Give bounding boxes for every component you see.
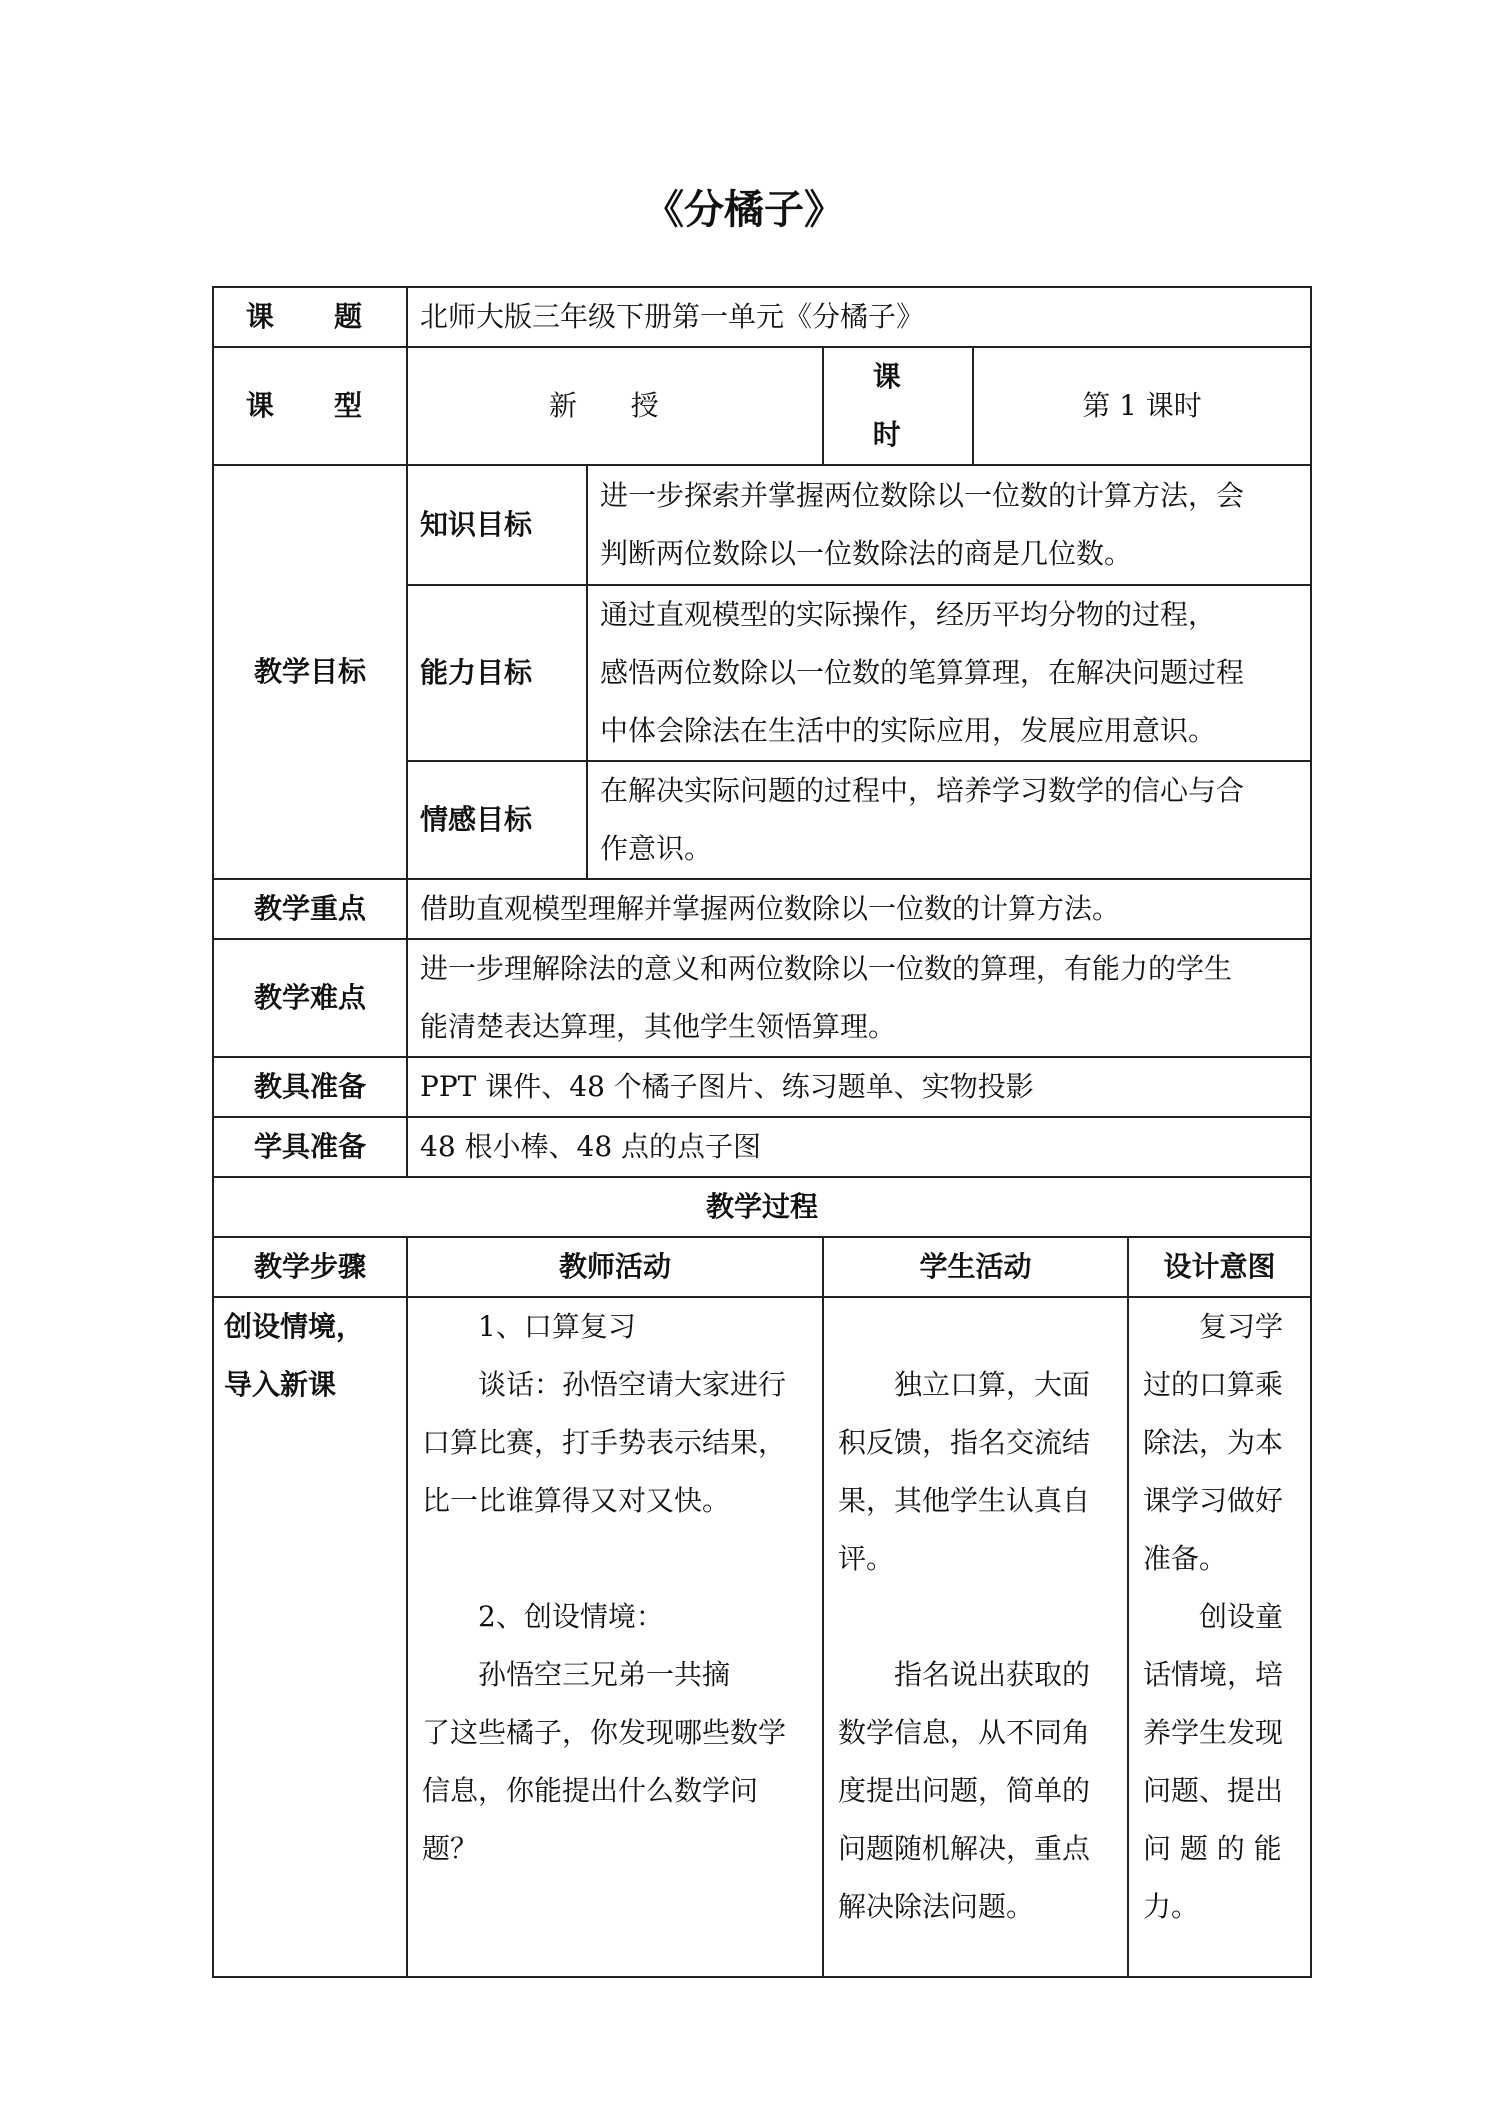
intent-line: 过的口算乘 [1143,1368,1284,1401]
lesson-plan-table [212,286,1312,1978]
difficulty-label: 教学难点 [213,939,407,1057]
intent-line: 准备。 [1143,1542,1228,1575]
column-header-student: 学生活动 [823,1237,1128,1297]
intent-line: 创设童 [1199,1600,1284,1633]
topic-value: 北师大版三年级下册第一单元《分橘子》 [407,287,1311,347]
teacher-line: 谈话：孙悟空请大家进行 [478,1368,787,1401]
student-prep-row [213,1117,1311,1177]
type-value: 新 授 [407,347,823,465]
objective-line: 中体会除法在生活中的实际应用，发展应用意识。 [600,714,1217,747]
student-line: 指名说出获取的 [894,1658,1091,1691]
student-line: 度提出问题，简单的 [838,1774,1091,1807]
intent-line: 课学习做好 [1143,1484,1284,1517]
intent-line: 养学生发现 [1143,1716,1284,1749]
intent-line: 除法，为本 [1143,1426,1284,1459]
intent-line: 问题、提出 [1143,1774,1284,1807]
column-header-step: 教学步骤 [213,1237,407,1297]
objective-text-knowledge [587,465,1311,585]
intent-line: 话情境，培 [1143,1658,1284,1691]
step-line: 导入新课 [224,1368,337,1401]
student-activity-cell [823,1297,1128,1977]
student-line: 解决除法问题。 [838,1890,1035,1923]
difficulty-value [407,939,1311,1057]
teacher-prep-label: 教具准备 [213,1057,407,1117]
column-header-intent: 设计意图 [1128,1237,1311,1297]
objective-label-ability: 能力目标 [407,585,587,761]
teacher-activity-cell [407,1297,823,1977]
objective-line: 在解决实际问题的过程中，培养学习数学的信心与合 [600,774,1245,807]
intent-line: 复习学 [1199,1310,1284,1343]
process-row [213,1297,1311,1977]
objective-label-emotion: 情感目标 [407,761,587,879]
teacher-line: 口算比赛，打手势表示结果， [422,1426,787,1459]
objective-line: 进一步探索并掌握两位数除以一位数的计算方法，会 [600,479,1245,512]
objective-row-knowledge [213,465,1311,585]
type-row [213,347,1311,465]
student-line [838,1298,1115,1356]
objectives-label: 教学目标 [213,465,407,879]
teacher-line [422,1530,810,1588]
teacher-line: 题？ [422,1832,479,1865]
document-title: 《分橘子》 [644,187,844,233]
teacher-line: 2、创设情境： [478,1600,664,1633]
teacher-line: 比一比谁算得又对又快。 [422,1484,731,1517]
period-value: 第 1 课时 [973,347,1311,465]
teacher-prep-row [213,1057,1311,1117]
teacher-line: 信息，你能提出什么数学问 [422,1774,759,1807]
column-header-teacher: 教师活动 [407,1237,823,1297]
key-point-label: 教学重点 [213,879,407,939]
student-line: 数学信息，从不同角 [838,1716,1091,1749]
period-label: 课 时 [823,347,973,465]
process-column-headers [213,1237,1311,1297]
difficulty-row [213,939,1311,1057]
objective-text-ability [587,585,1311,761]
intent-line: 问 题 的 能 [1143,1832,1282,1865]
student-line: 积反馈，指名交流结 [838,1426,1091,1459]
objective-text-emotion [587,761,1311,879]
teacher-line: 1、口算复习 [478,1310,636,1343]
student-line: 独立口算，大面 [894,1368,1091,1401]
student-line: 评。 [838,1542,895,1575]
process-heading: 教学过程 [213,1177,1311,1237]
student-prep-value: 48 根小棒、48 点的点子图 [407,1117,1311,1177]
objective-label-knowledge: 知识目标 [407,465,587,585]
step-line: 创设情境， [224,1310,365,1343]
process-heading-row [213,1177,1311,1237]
student-line: 果，其他学生认真自 [838,1484,1091,1517]
teacher-prep-value: PPT 课件、48 个橘子图片、练习题单、实物投影 [407,1057,1311,1117]
objective-line: 感悟两位数除以一位数的笔算算理，在解决问题过程 [600,656,1245,689]
objective-line: 作意识。 [600,832,713,865]
teacher-line: 孙悟空三兄弟一共摘 [478,1658,731,1691]
difficulty-line: 能清楚表达算理，其他学生领悟算理。 [420,1010,897,1043]
objective-line: 判断两位数除以一位数除法的商是几位数。 [600,537,1133,570]
objective-line: 通过直观模型的实际操作，经历平均分物的过程， [600,598,1217,631]
topic-label: 课 题 [213,287,407,347]
key-point-value: 借助直观模型理解并掌握两位数除以一位数的计算方法。 [407,879,1311,939]
difficulty-line: 进一步理解除法的意义和两位数除以一位数的算理，有能力的学生 [420,952,1233,985]
student-prep-label: 学具准备 [213,1117,407,1177]
intent-line: 力。 [1143,1890,1200,1923]
process-step-cell [213,1297,407,1977]
student-line: 问题随机解决，重点 [838,1832,1091,1865]
key-point-row [213,879,1311,939]
topic-row [213,287,1311,347]
type-label: 课 型 [213,347,407,465]
design-intent-cell [1128,1297,1311,1977]
student-line [838,1588,1115,1646]
teacher-line: 了这些橘子，你发现哪些数学 [422,1716,787,1749]
